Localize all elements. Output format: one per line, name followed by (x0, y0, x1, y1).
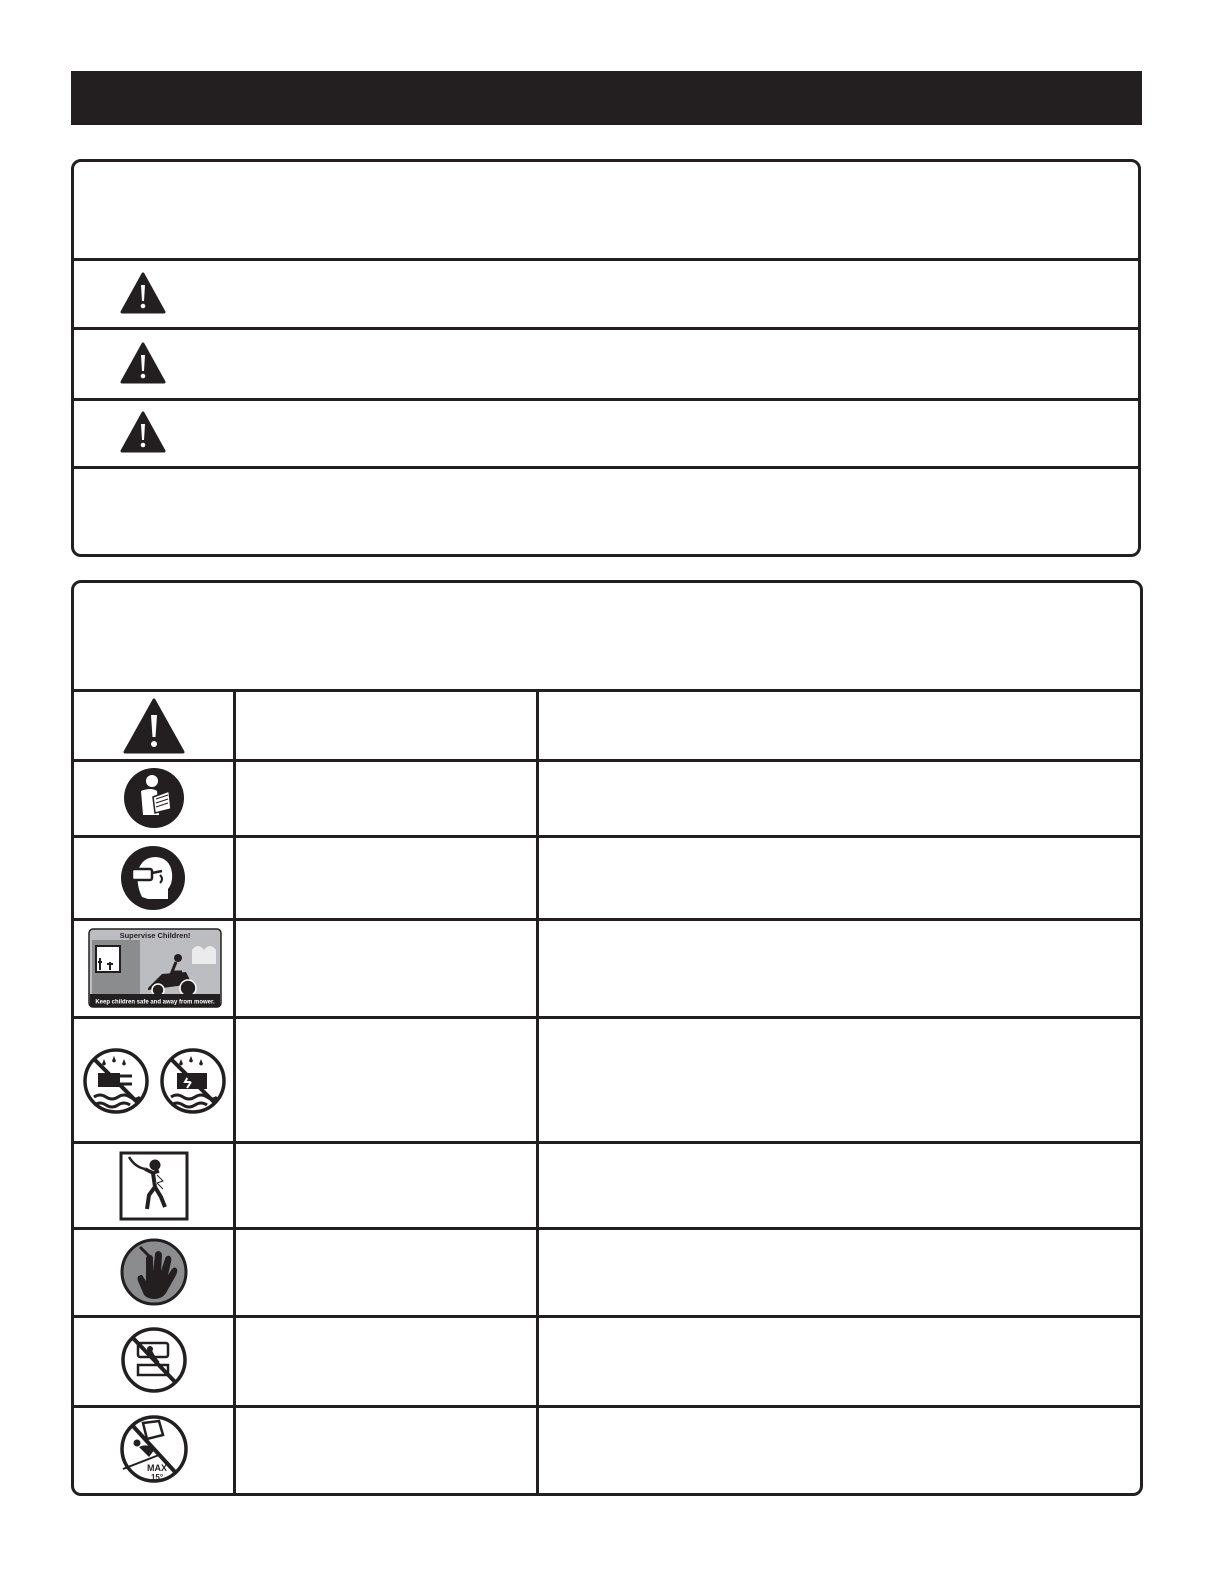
slope-value: 15° (150, 1473, 164, 1482)
max-slope-icon (119, 1413, 189, 1487)
row-divider (74, 466, 1138, 469)
no-wet-battery-icon (159, 1047, 227, 1115)
row-divider (74, 258, 1138, 261)
column-divider (536, 689, 539, 1493)
electric-shock-icon (119, 1151, 189, 1221)
safety-alert-icon (122, 697, 186, 755)
sign-caption: Keep children safe and away from mower. (95, 999, 215, 1006)
no-passengers-icon (120, 1325, 188, 1395)
eye-protection-icon (120, 845, 186, 911)
read-manual-icon (123, 767, 185, 829)
warning-triangle-icon (120, 342, 166, 384)
symbols-table-box (71, 580, 1143, 1496)
hand-cut-hazard-icon (120, 1237, 188, 1307)
signal-word-box (71, 159, 1141, 557)
section-header-bar (71, 71, 1142, 125)
sign-title: Supervise Children! (119, 931, 191, 940)
caution-triangle-icon (120, 411, 166, 453)
supervise-children-sign (88, 928, 222, 1008)
max-label: MAX (147, 1463, 167, 1473)
row-divider (74, 327, 1138, 330)
column-divider (233, 689, 236, 1493)
row-divider (74, 398, 1138, 401)
no-wet-charger-icon (82, 1047, 150, 1115)
danger-triangle-icon (120, 272, 166, 314)
